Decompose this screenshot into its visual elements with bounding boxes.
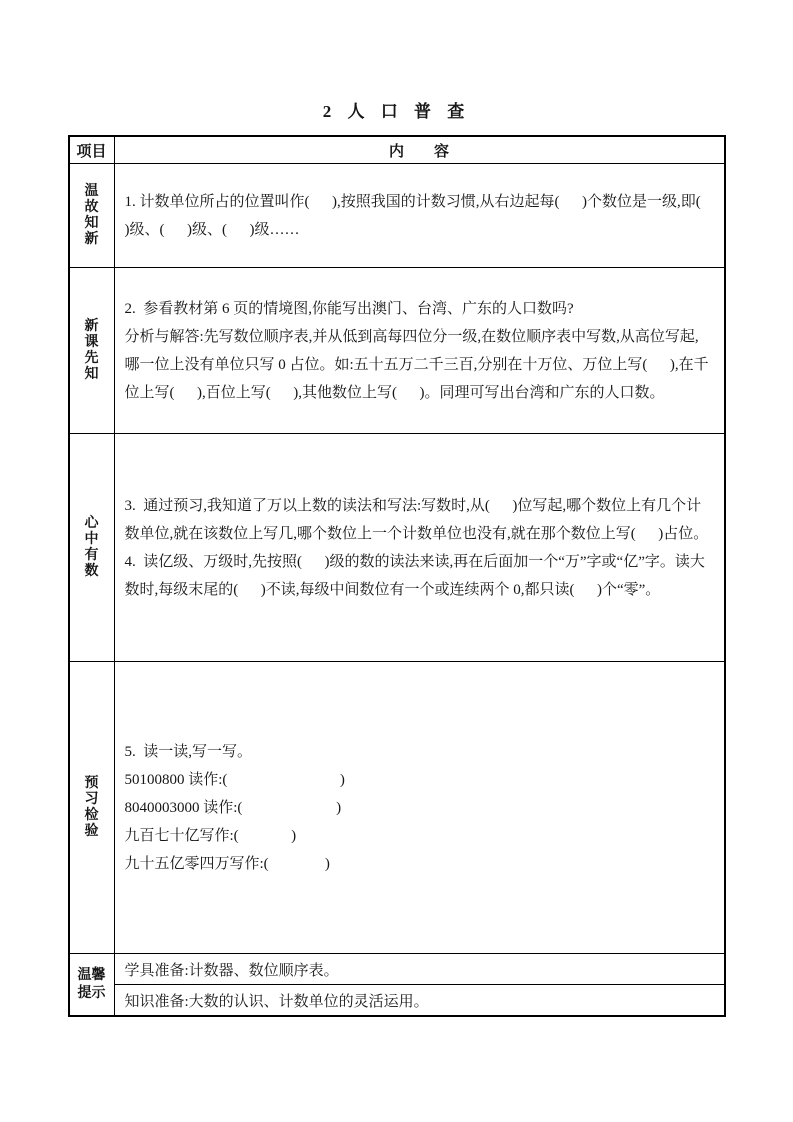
content-line: 50100800 读作:( ) — [124, 771, 345, 788]
row-content-cell — [115, 434, 724, 661]
content-line: 九十五亿零四万写作:( ) — [124, 855, 330, 872]
worksheet-table — [68, 135, 726, 1017]
content-line: 5. 读一读,写一写。 — [124, 743, 253, 760]
header-item-cell: 项目 — [70, 137, 115, 163]
content-line: 1. 计数单位所占的位置叫作( ),按照我国的计数习惯,从右边起每( )个数位是一级,即( )级、( )级、( )级…… — [124, 193, 724, 238]
row-label-cell — [70, 268, 115, 433]
row-label-cell — [70, 662, 115, 953]
content-line: 8040003000 读作:( ) — [124, 799, 342, 816]
row-label: 新课先知 — [84, 318, 99, 382]
content-line: 知识准备:大数的认识、计数单位的灵活运用。 — [124, 993, 429, 1010]
table-row-new-lesson — [70, 267, 724, 433]
row-content-cell — [115, 164, 724, 267]
content-line: 3. 通过预习,我知道了万以上数的读法和写法:写数时,从( )位写起,哪个数位上有几个计数单位,就在该数位上写几,哪个数位上一个计数单位也没有,就在那个数位上写( )占位。 — [124, 497, 709, 542]
content-line: 九百七十亿写作:( ) — [124, 827, 297, 844]
row-content-cell — [115, 268, 724, 433]
row-label: 温馨提示 — [77, 967, 106, 1001]
table-row-know-in-mind — [70, 433, 724, 661]
header-content-cell: 内 容 — [388, 143, 449, 160]
content-line: 学具准备:计数器、数位顺序表。 — [115, 954, 724, 985]
row-content-cell — [115, 662, 724, 953]
table-row-warm-tips — [70, 953, 724, 1015]
row-content-cell — [115, 954, 724, 1015]
table-row-preview-test — [70, 661, 724, 953]
content-line: 分析与解答:先写数位顺序表,并从低到高每四位分一级,在数位顺序表中写数,从高位写起,哪一位上没有单位只写 0 占位。如:五十五万二千三百,分别在十万位、万位上写( ),在千位上写( ),百位上写( ),其他数位上写( )。同理可写出台湾和广东的人口数。 — [124, 328, 709, 401]
table-header-row — [70, 137, 724, 163]
row-label: 心中有数 — [84, 515, 99, 579]
content-line: 2. 参看教材第 6 页的情境图,你能写出澳门、台湾、广东的人口数吗? — [124, 300, 574, 317]
row-label-cell — [70, 164, 115, 267]
row-label-cell — [70, 954, 115, 1015]
row-label-cell — [70, 434, 115, 661]
table-row-review-old — [70, 163, 724, 267]
content-line: 4. 读亿级、万级时,先按照( )级的数的读法来读,再在后面加一个“万”字或“亿”字。读大数时,每级末尾的( )不读,每级中间数位有一个或连续两个 0,都只读( )个“零”。 — [124, 553, 705, 598]
row-label: 温故知新 — [84, 183, 99, 247]
row-label: 预习检验 — [84, 775, 99, 839]
page-title: 2 人 口 普 查 — [322, 102, 471, 121]
